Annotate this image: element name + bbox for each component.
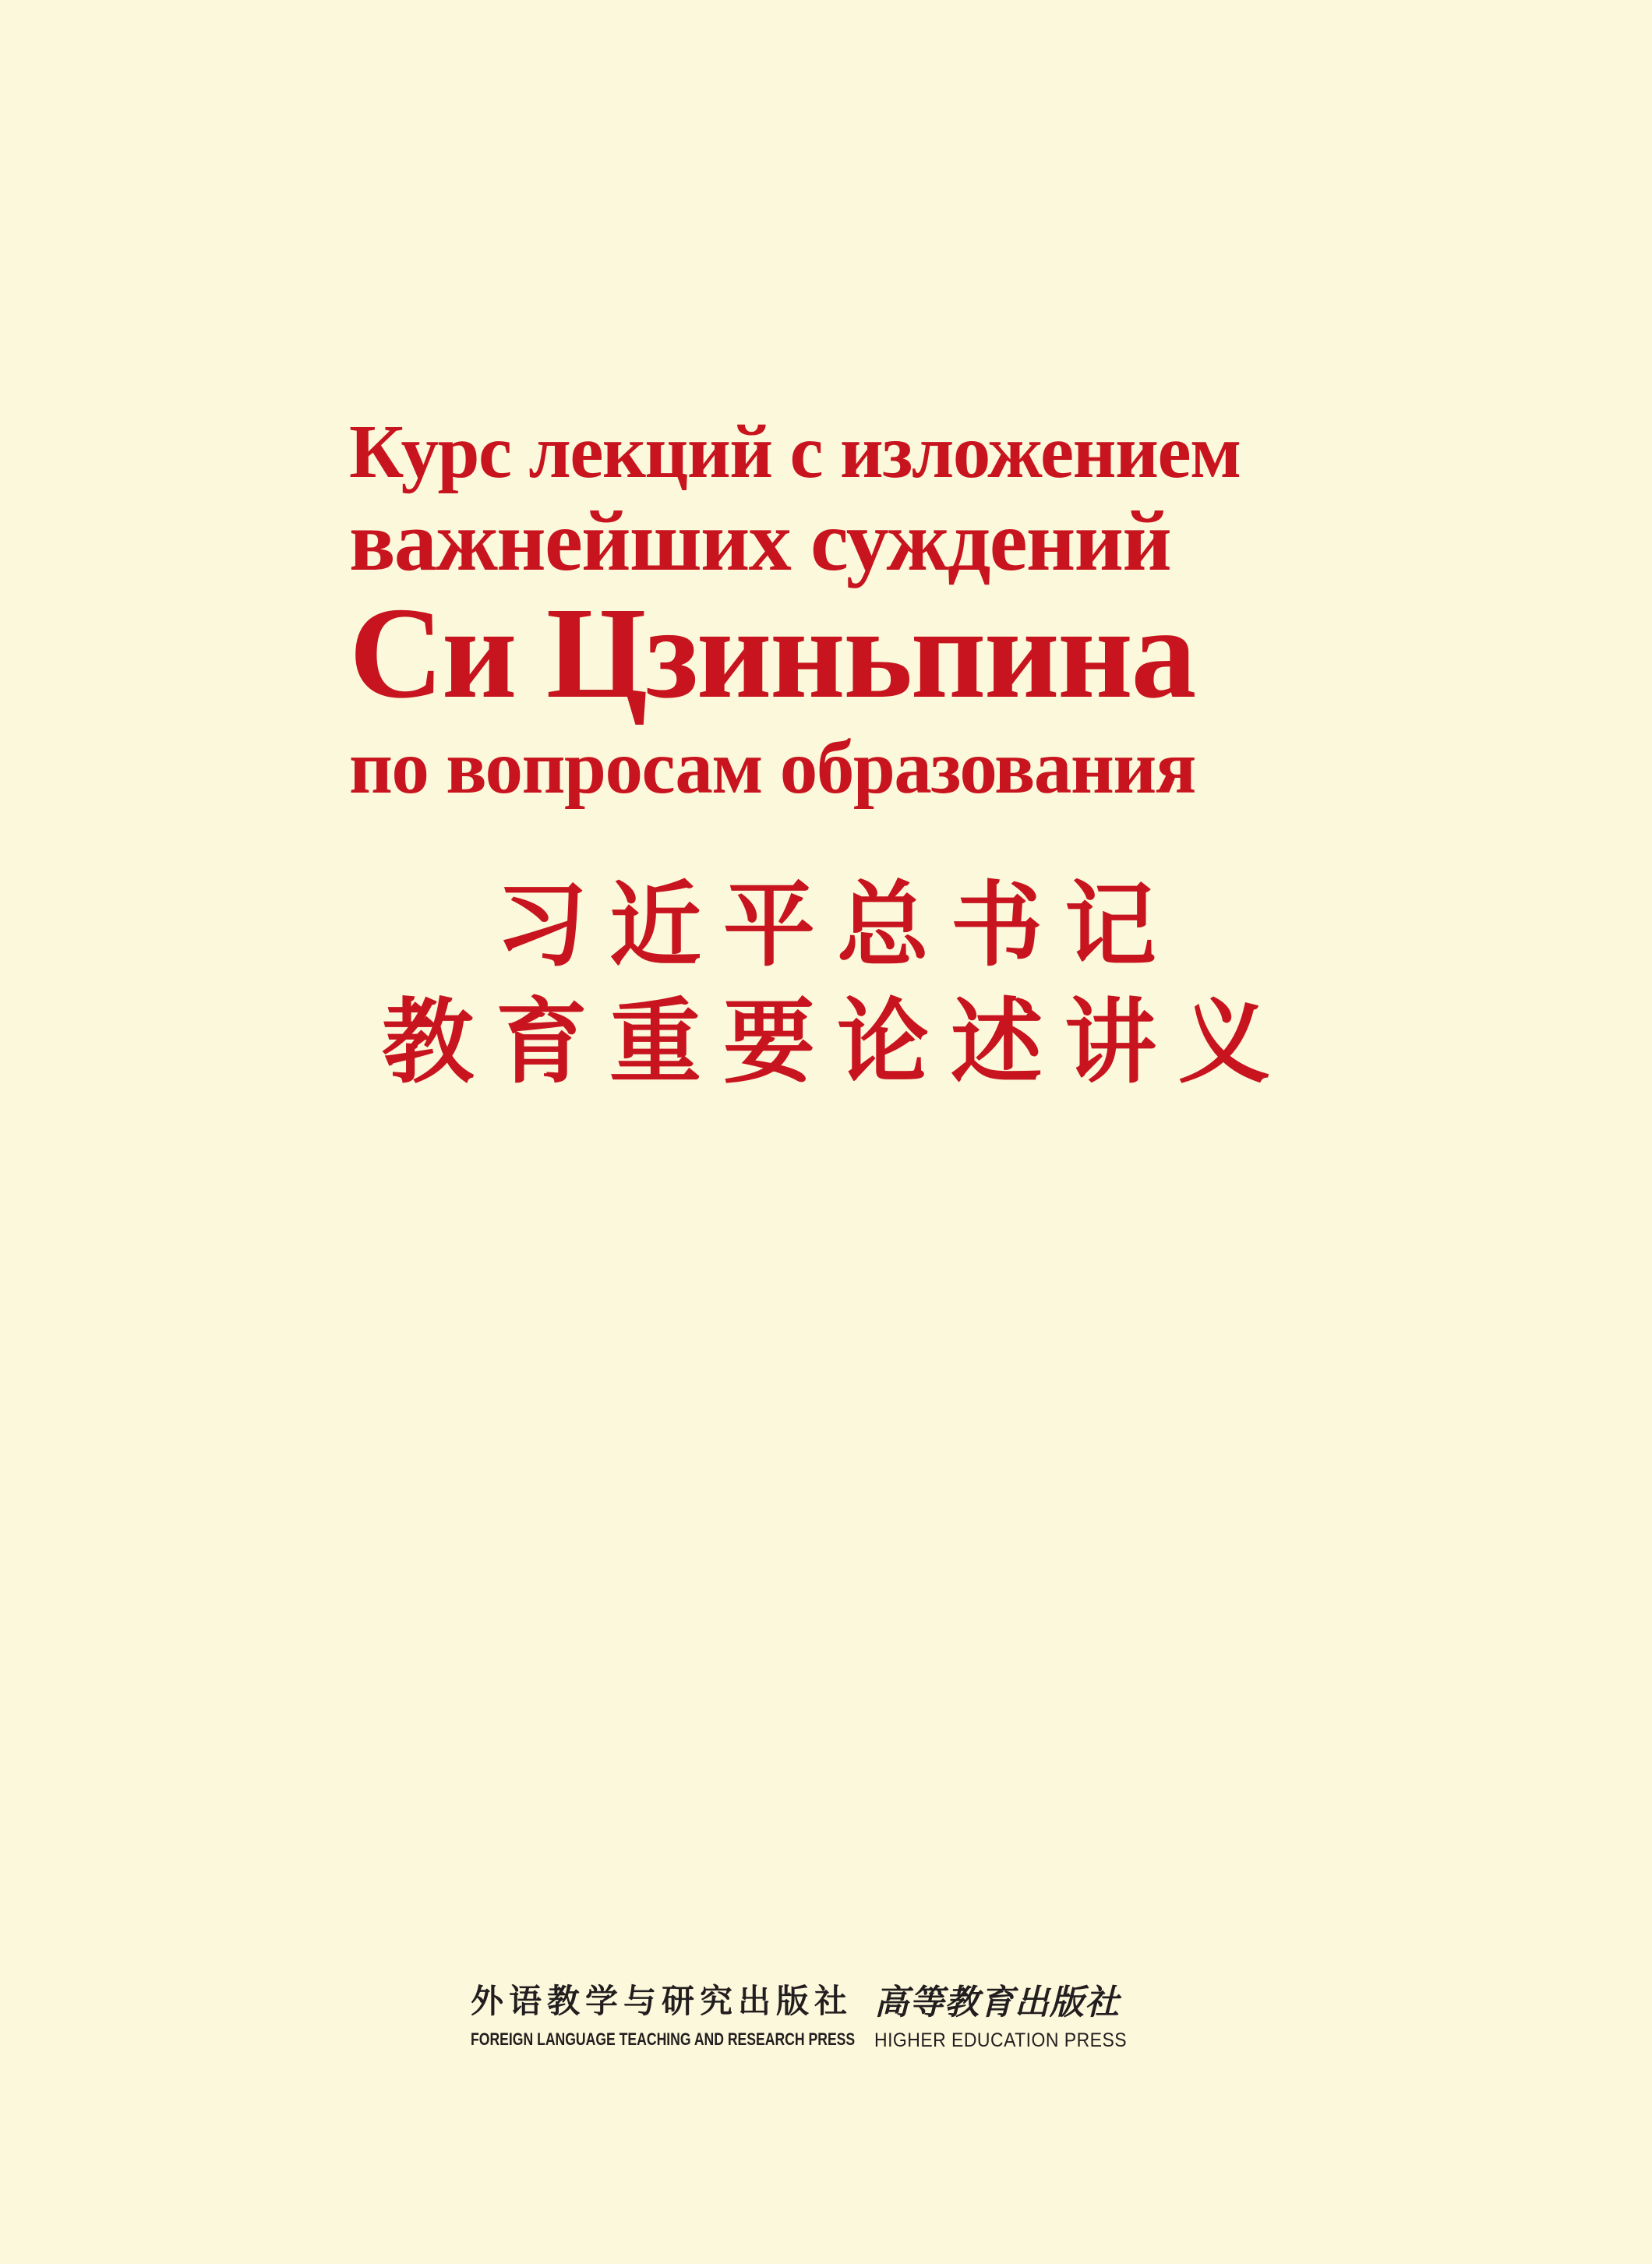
russian-title-line-2: важнейших суждений [349,493,1171,588]
hep-logo-english: HIGHER EDUCATION PRESS [874,2029,1128,2051]
russian-title-line-4: по вопросам образования [349,725,1195,809]
fltrp-logo [471,1981,856,2050]
hep-logo [874,1981,1139,2052]
chinese-title-line-2: 教育重要论述讲义 [381,987,1292,1096]
chinese-title-line-1: 习近平总书记 [495,871,1178,979]
russian-title [349,410,1276,809]
russian-title-line-1: Курс лекций с изложением [349,410,1241,493]
fltrp-logo-chinese: 外语教学与研究出版社 [471,1982,853,2020]
publisher-row [0,1981,1652,2067]
chinese-title [0,871,1652,1096]
hep-logo-chinese: 高等教育出版社 [874,1983,1120,2022]
fltrp-logo-english: FOREIGN LANGUAGE TEACHING AND RESEARCH PRESS [471,2029,856,2049]
russian-title-line-3: Си Цзиньпина [349,581,1195,726]
